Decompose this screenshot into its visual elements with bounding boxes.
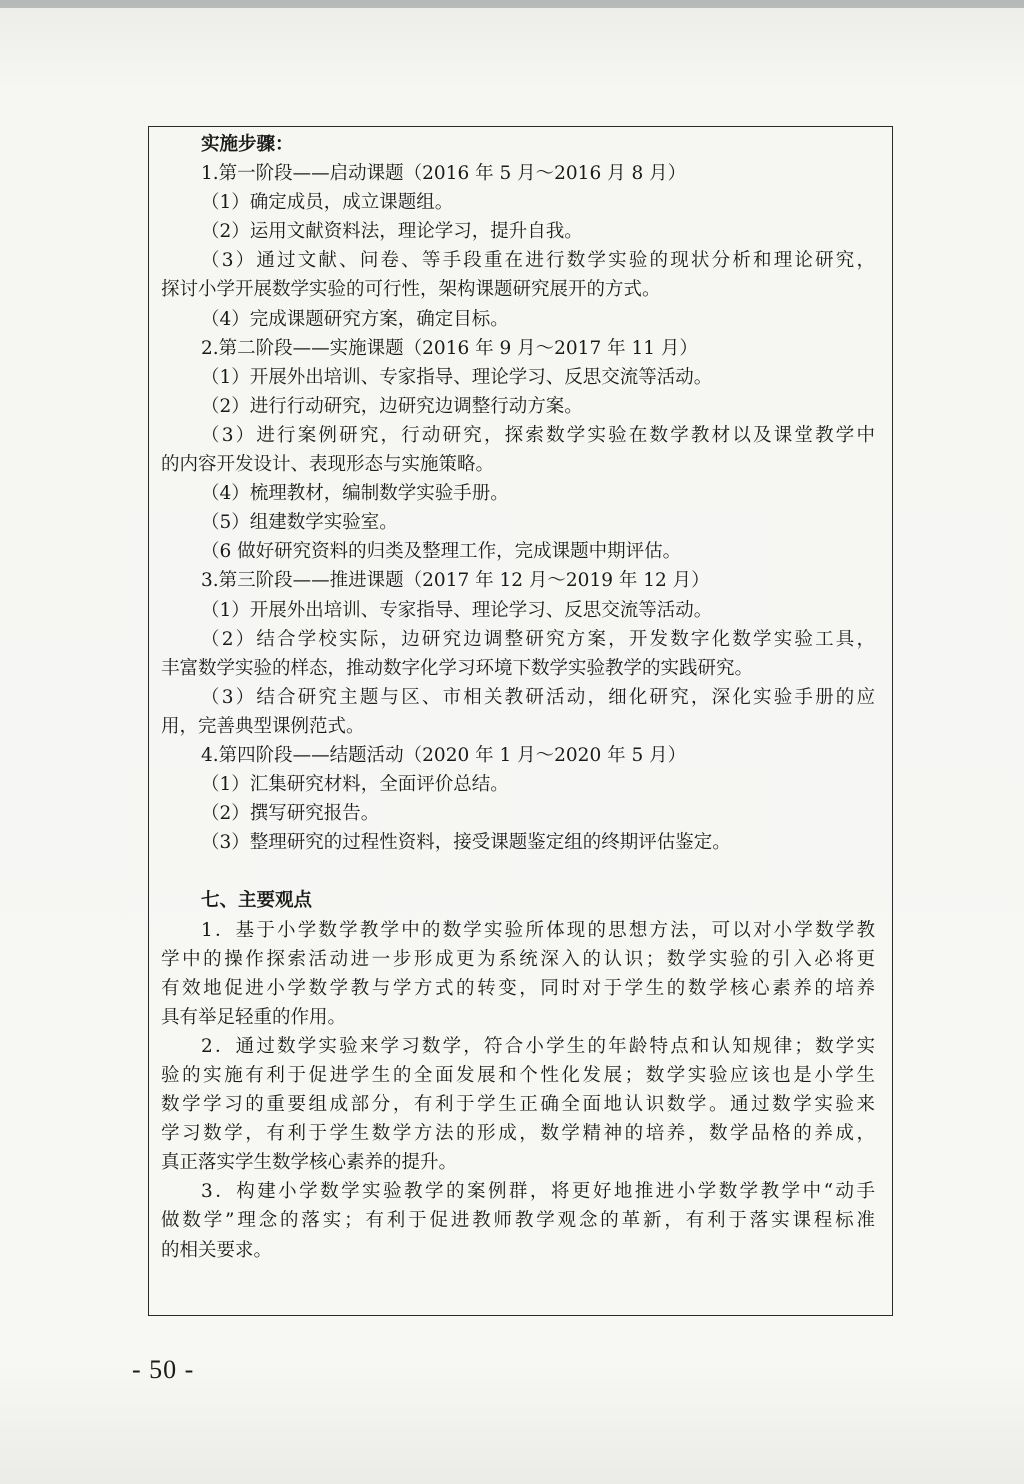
viewpoints-heading: 七、主要观点 (201, 890, 313, 912)
viewpoint-line: 具有举足轻重的作用。 (161, 1006, 347, 1028)
page-number: - 50 - (132, 1355, 195, 1384)
stage-item-line: 用，完善典型课例范式。 (161, 715, 365, 737)
viewpoint-line: 学习数学，有利于学生数学方法的形成，数学精神的培养，数学品格的养成， (161, 1123, 875, 1145)
viewpoint-line: 做数学”理念的落实；有利于促进教师教学观念的革新，有利于落实课程标准 (161, 1210, 875, 1232)
stage-item-line: （3）进行案例研究，行动研究，探索数学实验在数学教材以及课堂教学中 (201, 424, 875, 446)
viewpoint-line: 学中的操作探索活动进一步形成更为系统深入的认识；数学实验的引入必将更 (161, 948, 875, 970)
stage-item-line: （3）整理研究的过程性资料，接受课题鉴定组的终期评估鉴定。 (201, 832, 731, 854)
stage-item-line: （1）汇集研究材料，全面评价总结。 (201, 774, 509, 796)
stage-item-line: （1）确定成员，成立课题组。 (201, 192, 454, 214)
viewpoint-line: 1．基于小学数学教学中的数学实验所体现的思想方法，可以对小学数学教 (201, 919, 875, 941)
stage-item-line: （2）结合学校实际，边研究边调整研究方案，开发数字化数学实验工具， (201, 628, 875, 650)
stage-item-line: （3）结合研究主题与区、市相关教研活动，细化研究，深化实验手册的应 (201, 686, 875, 708)
viewpoint-line: 2．通过数学实验来学习数学，符合小学生的年龄特点和认知规律；数学实 (201, 1035, 875, 1057)
stage-title: 3.第三阶段——推进课题（2017 年 12 月～2019 年 12 月） (201, 570, 710, 592)
viewpoints-list (161, 916, 875, 1265)
stage-item-line: （4）梳理教材，编制数学实验手册。 (201, 483, 509, 505)
section-gap (181, 857, 875, 886)
stage-title: 2.第二阶段——实施课题（2016 年 9 月～2017 年 11 月） (201, 337, 698, 359)
viewpoint-line: 3．构建小学数学实验教学的案例群，将更好地推进小学数学教学中“动手 (201, 1181, 875, 1203)
stage-item-line: （2）进行行动研究，边研究边调整行动方案。 (201, 395, 583, 417)
viewpoint-line: 真正落实学生数学核心素养的提升。 (161, 1152, 458, 1174)
steps-heading: 实施步骤： (201, 134, 294, 155)
scan-top-edge (0, 0, 1024, 8)
stage-title: 4.第四阶段——结题活动（2020 年 1 月～2020 年 5 月） (201, 744, 687, 766)
stage-item-line: 的内容开发设计、表现形态与实施策略。 (161, 454, 495, 476)
stage-item-line: （2）运用文献资料法，理论学习，提升自我。 (201, 221, 583, 243)
stage-item-line: （3）通过文献、问卷、等手段重在进行数学实验的现状分析和理论研究， (201, 250, 875, 272)
stage-item-line: 探讨小学开展数学实验的可行性，架构课题研究展开的方式。 (161, 279, 661, 301)
stages-list (161, 159, 875, 857)
document-content (148, 126, 893, 1265)
stage-item-line: （4）完成课题研究方案，确定目标。 (201, 308, 509, 330)
viewpoint-line: 数学学习的重要组成部分，有利于学生正确全面地认识数学。通过数学实验来 (161, 1094, 875, 1116)
viewpoint-line: 有效地促进小学数学教与学方式的转变，同时对于学生的数学核心素养的培养 (161, 977, 875, 999)
stage-item-line: （2）撰写研究报告。 (201, 803, 380, 825)
stage-item-line: 丰富数学实验的样态，推动数字化学习环境下数学实验教学的实践研究。 (161, 657, 754, 679)
viewpoint-line: 的相关要求。 (161, 1239, 273, 1261)
stage-item-line: （1）开展外出培训、专家指导、理论学习、反思交流等活动。 (201, 599, 713, 621)
viewpoint-line: 验的实施有利于促进学生的全面发展和个性化发展；数学实验应该也是小学生 (161, 1065, 875, 1086)
stage-item-line: （1）开展外出培训、专家指导、理论学习、反思交流等活动。 (201, 366, 713, 388)
stage-item-line: （5）组建数学实验室。 (201, 512, 398, 534)
stage-item-line: （6 做好研究资料的归类及整理工作，完成课题中期评估。 (201, 541, 682, 563)
stage-title: 1.第一阶段——启动课题（2016 年 5 月～2016 月 8 月） (201, 163, 687, 185)
